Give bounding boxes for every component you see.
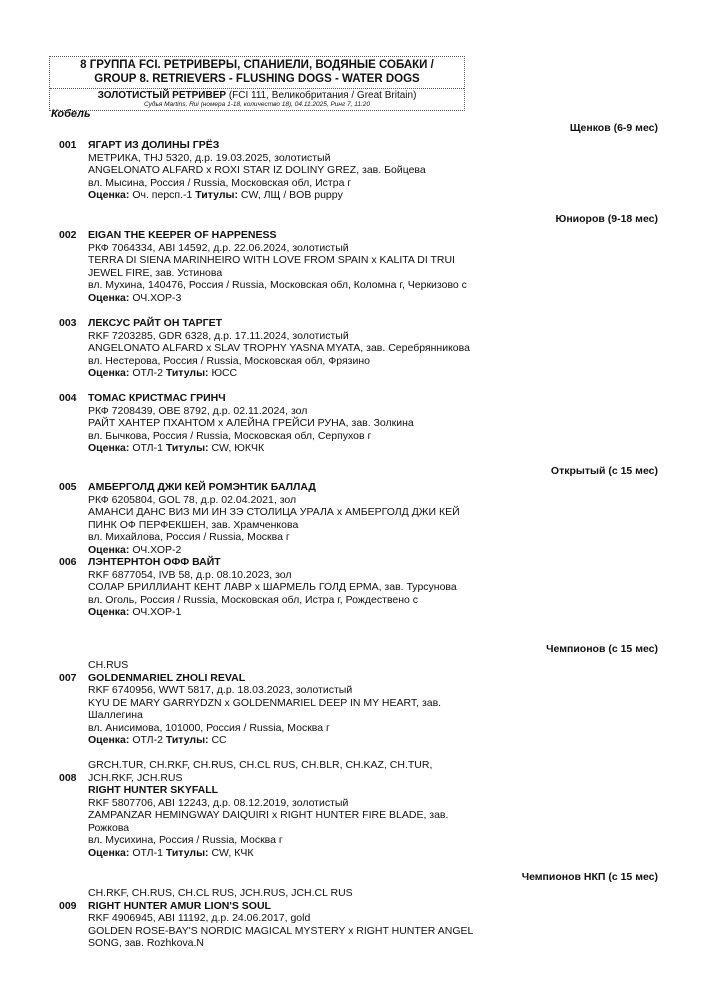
owner: вл. Мусихина, Россия / Russia, Москва г bbox=[88, 834, 283, 846]
result bbox=[88, 734, 479, 747]
breed-name: ЗОЛОТИСТЫЙ РЕТРИВЕР bbox=[97, 90, 227, 101]
titles-label: Титулы: bbox=[165, 846, 209, 859]
prior-titles: CH.RKF, CH.RUS, CH.CL RUS, JCH.RUS, JCH.CL RUS bbox=[88, 887, 353, 899]
registration: РКФ 7064334, ABI 14592, д.р. 22.06.2024, золотистый bbox=[88, 241, 349, 254]
owner: вл. Мысина, Россия / Russia, Московская обл, Истра г bbox=[88, 176, 352, 189]
prior-titles: GRCH.TUR, CH.RKF, CH.RUS, CH.CL RUS, CH.BLR, CH.KAZ, CH.TUR, JCH.RKF, JCH.RUS bbox=[88, 759, 433, 784]
entry-number: 001 bbox=[59, 139, 77, 151]
class-heading: Чемпионов НКП (с 15 мес) bbox=[521, 871, 658, 883]
class-heading: Чемпионов (с 15 мес) bbox=[546, 643, 658, 655]
breed-info: (FCI 111, Великобритания / Great Britain) bbox=[226, 90, 417, 101]
grade-label: Оценка: bbox=[88, 846, 130, 859]
result bbox=[88, 544, 479, 557]
grade-label: Оценка: bbox=[88, 367, 130, 379]
dog-name: ЛЕКСУС РАЙТ ОН ТАРГЕТ bbox=[88, 317, 223, 329]
owner: вл. Мухина, 140476, Россия / Russia, Московская обл, Коломна г, Черкизово с bbox=[88, 279, 467, 291]
group-title bbox=[50, 57, 464, 89]
entry bbox=[59, 759, 479, 859]
owner: вл. Нестерова, Россия / Russia, Московская обл, Фрязино bbox=[88, 354, 370, 367]
dog-name: EIGAN THE KEEPER OF HAPPENESS bbox=[88, 229, 277, 241]
result bbox=[88, 442, 479, 455]
prior-titles: CH.RUS bbox=[88, 659, 129, 671]
entry bbox=[59, 317, 479, 380]
registration: РКФ 6205804, GOL 78, д.р. 02.04.2021, зол bbox=[88, 493, 297, 506]
pedigree: ANGELONATO ALFARD x SLAV TROPHY YASNA MYATA, зав. Серебрянникова bbox=[88, 342, 470, 354]
owner: вл. Анисимова, 101000, Россия / Russia, Москва г bbox=[88, 721, 330, 734]
entry bbox=[59, 659, 479, 747]
dog-name: ТОМАС КРИСТМАС ГРИНЧ bbox=[88, 392, 226, 404]
owner: вл. Бычкова, Россия / Russia, Московская обл, Серпухов г bbox=[88, 429, 372, 442]
registration: МЕТРИКА, THJ 5320, д.р. 19.03.2025, золотистый bbox=[88, 151, 331, 164]
group-title-en: GROUP 8. RETRIEVERS - FLUSHING DOGS - WATER DOGS bbox=[94, 73, 420, 85]
owner: вл. Михайлова, Россия / Russia, Москва г bbox=[88, 531, 290, 543]
grade-value: ОТЛ-2 bbox=[132, 734, 163, 746]
titles-label: Титулы: bbox=[165, 442, 209, 454]
group-title-ru: 8 ГРУППА FCI. РЕТРИВЕРЫ, СПАНИЕЛИ, ВОДЯНЫЕ СОБАКИ / bbox=[80, 59, 434, 71]
judge-line: Судья Martins, Rui (номера 1-18, количество 18), 04.11.2025, Ринг 7, 11:20 bbox=[143, 101, 370, 108]
titles-value: CC bbox=[211, 734, 227, 746]
grade-label: Оценка: bbox=[88, 543, 130, 556]
entry bbox=[59, 556, 479, 619]
class-heading: Щенков (6-9 мес) bbox=[569, 122, 658, 134]
entry bbox=[59, 392, 479, 455]
grade-value: ОТЛ-2 bbox=[132, 367, 163, 379]
entry-number: 002 bbox=[59, 229, 77, 241]
grade-label: Оценка: bbox=[88, 442, 130, 454]
entry-number: 008 bbox=[59, 771, 77, 784]
entry-number: 004 bbox=[59, 392, 77, 404]
dog-name: АМБЕРГОЛД ДЖИ КЕЙ РОМЭНТИК БАЛЛАД bbox=[88, 481, 316, 493]
entry-number: 003 bbox=[59, 317, 77, 329]
registration: RKF 6740956, WWT 5817, д.р. 18.03.2023, золотистый bbox=[88, 684, 353, 696]
pedigree: СОЛАР БРИЛЛИАНТ КЕНТ ЛАВР x ШАРМЕЛЬ ГОЛД ЕРМА, зав. Турсунова bbox=[88, 581, 457, 593]
grade-value: ОЧ.ХОР-2 bbox=[132, 543, 182, 556]
registration: RKF 4906945, ABI 11192, д.р. 24.06.2017, gold bbox=[88, 912, 311, 924]
pedigree: ZAMPANZAR HEMINGWAY DAIQUIRI x RIGHT HUNTER FIRE BLADE, зав. Рожкова bbox=[88, 809, 449, 834]
dog-name: ЛЭНТЕРНТОН ОФФ ВАЙТ bbox=[88, 556, 221, 568]
grade-label: Оценка: bbox=[88, 189, 130, 201]
sex-label: Кобель bbox=[51, 108, 91, 120]
grade-value: ОЧ.ХОР-3 bbox=[132, 291, 182, 304]
result bbox=[88, 292, 479, 305]
result bbox=[88, 367, 479, 380]
registration: RKF 5807706, ABI 12243, д.р. 08.12.2019, золотистый bbox=[88, 796, 349, 809]
grade-value: Оч. персп.-1 bbox=[132, 189, 193, 201]
registration: RKF 6877054, IVB 58, д.р. 08.10.2023, зол bbox=[88, 568, 292, 581]
pedigree: АМАНСИ ДАНС ВИЗ МИ ИН ЗЭ СТОЛИЦА УРАЛА x АМБЕРГОЛД ДЖИ КЕЙ ПИНК ОФ ПЕРФЕКШЕН, зав. Храмченкова bbox=[88, 506, 460, 531]
titles-label: Титулы: bbox=[195, 189, 238, 201]
titles-label: Титулы: bbox=[165, 734, 209, 746]
titles-value: CW, ЛЩ / BOB puppy bbox=[240, 189, 343, 201]
dog-name: RIGHT HUNTER AMUR LION'S SOUL bbox=[88, 899, 271, 912]
dog-name: RIGHT HUNTER SKYFALL bbox=[88, 784, 219, 796]
result bbox=[88, 189, 479, 202]
grade-value: ОТЛ-1 bbox=[132, 846, 163, 859]
titles-label: Титулы: bbox=[165, 367, 209, 379]
pedigree: KYU DE MARY GARRYDZN x GOLDENMARIEL DEEP IN MY HEART, зав. Шаллегина bbox=[88, 696, 442, 721]
dog-name: ЯГАРТ ИЗ ДОЛИНЫ ГРЁЗ bbox=[88, 139, 220, 151]
titles-value: CW, ЮКЧК bbox=[211, 442, 265, 454]
result bbox=[88, 606, 479, 619]
pedigree: TERRA DI SIENA MARINHEIRO WITH LOVE FROM SPAIN x KALITA DI TRUI JEWEL FIRE, зав. Устинова bbox=[88, 254, 455, 279]
grade-label: Оценка: bbox=[88, 606, 130, 618]
dog-name: GOLDENMARIEL ZHOLI REVAL bbox=[88, 671, 246, 684]
entry bbox=[59, 481, 479, 556]
grade-value: ОЧ.ХОР-1 bbox=[132, 606, 182, 618]
grade-label: Оценка: bbox=[88, 291, 130, 304]
pedigree: РАЙТ ХАНТЕР ПХАНТОМ x АЛЕЙНА ГРЕЙСИ РУНА, зав. Золкина bbox=[88, 417, 414, 429]
titles-value: CW, КЧК bbox=[211, 846, 254, 859]
entry-number: 006 bbox=[59, 556, 77, 568]
titles-value: ЮСС bbox=[211, 367, 238, 379]
group-header-box bbox=[49, 56, 465, 111]
entry-number: 009 bbox=[59, 899, 77, 912]
grade-label: Оценка: bbox=[88, 734, 130, 746]
entry-number: 007 bbox=[59, 671, 77, 684]
pedigree: GOLDEN ROSE-BAY'S NORDIC MAGICAL MYSTERY x RIGHT HUNTER ANGEL SONG, зав. Rozhkova.N bbox=[88, 924, 473, 949]
class-heading: Юниоров (9-18 мес) bbox=[555, 213, 658, 225]
breed-header bbox=[50, 89, 464, 110]
entry bbox=[59, 139, 479, 202]
registration: RKF 7203285, GDR 6328, д.р. 17.11.2024, золотистый bbox=[88, 329, 349, 342]
grade-value: ОТЛ-1 bbox=[132, 442, 163, 454]
owner: вл. Оголь, Россия / Russia, Московская обл, Истра г, Рождествено с bbox=[88, 593, 419, 606]
entry bbox=[59, 229, 479, 304]
registration: РКФ 7208439, OBE 8792, д.р. 02.11.2024, зол bbox=[88, 404, 308, 417]
entry-number: 005 bbox=[59, 481, 77, 493]
class-heading: Открытый (с 15 мес) bbox=[550, 465, 658, 477]
result bbox=[88, 847, 479, 860]
entry bbox=[59, 887, 479, 950]
pedigree: ANGELONATO ALFARD x ROXI STAR IZ DOLINY GREZ, зав. Бойцева bbox=[88, 164, 426, 176]
